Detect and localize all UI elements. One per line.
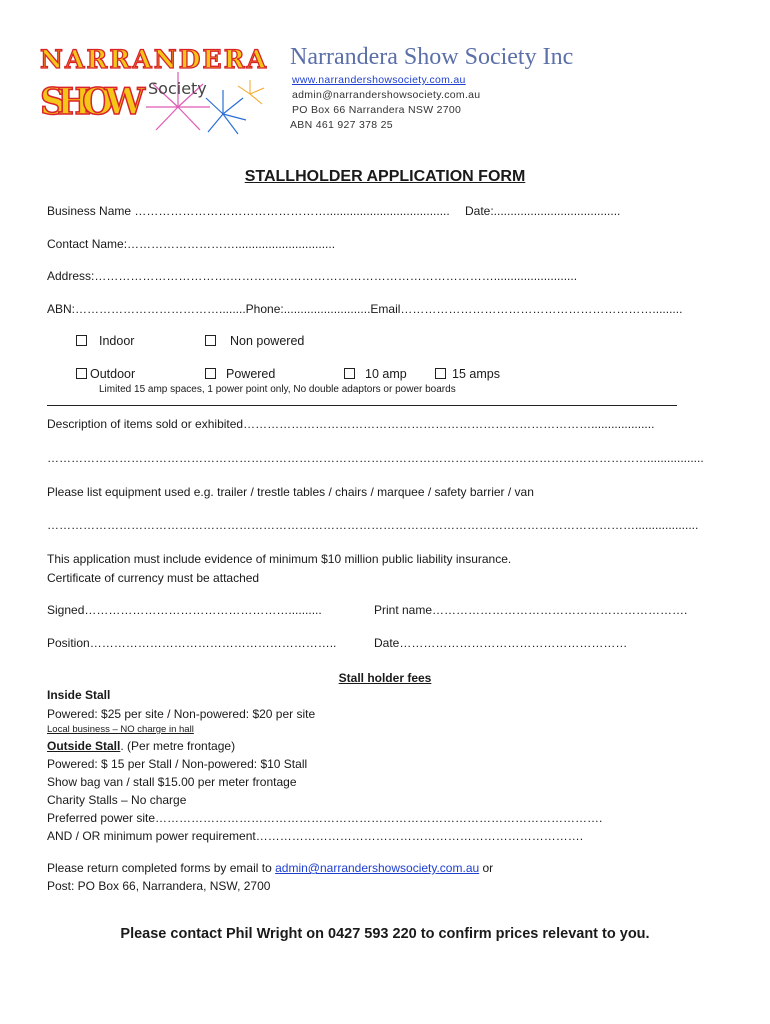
insurance-note-2: Certificate of currency must be attached <box>47 571 260 585</box>
preferred-power-field[interactable]: Preferred power site…………………………………………………………………………………………………. <box>47 811 603 825</box>
outside-stall-title: Outside Stall <box>47 739 121 753</box>
abn-phone-email-field[interactable]: ABN:………………………………........Phone:..........................Email………………………………………………………......... <box>47 302 683 316</box>
inside-stall-prices: Powered: $25 per site / Non-powered: $20 per site <box>47 707 316 721</box>
equipment-prompt: Please list equipment used e.g. trailer / trestle tables / chairs / marquee / safety barrier / van <box>47 485 534 499</box>
contact-note: Please contact Phil Wright on 0427 593 220 to confirm prices relevant to you. <box>120 926 650 942</box>
amp15-option[interactable] <box>435 367 500 381</box>
header-email: admin@narrandershowsociety.com.au <box>292 89 481 101</box>
signed-field[interactable]: Signed…………………………………………….......... <box>47 603 322 617</box>
min-power-field[interactable]: AND / OR minimum power requirement………………………………………………………………………. <box>47 829 584 843</box>
date-sign-field[interactable]: Date………………………………………………… <box>374 636 628 650</box>
outside-stall-prices: Powered: $ 15 per Stall / Non-powered: $10 Stall <box>47 757 308 771</box>
powered-label: Powered <box>226 367 276 381</box>
indoor-label: Indoor <box>99 334 135 348</box>
website-link[interactable]: www.narrandershowsociety.com.au <box>292 74 466 86</box>
amp10-option[interactable] <box>344 367 407 381</box>
return-email-line <box>47 861 493 875</box>
amp15-checkbox[interactable] <box>435 368 446 379</box>
header-abn: ABN 461 927 378 25 <box>290 119 393 131</box>
description-field[interactable]: Description of items sold or exhibited……………………………………………………………………………................... <box>47 417 655 431</box>
equipment-field[interactable]: …………………………………………………………………………………………………………………………………................... <box>47 518 699 532</box>
charity-note: Charity Stalls – No charge <box>47 793 187 807</box>
amp10-label: 10 amp <box>365 367 407 381</box>
powered-option[interactable] <box>205 367 275 381</box>
header-po-box: PO Box 66 Narrandera NSW 2700 <box>292 104 462 116</box>
return-email-link[interactable]: admin@narrandershowsociety.com.au <box>275 861 480 875</box>
society-logo <box>38 42 270 140</box>
insurance-note-1: This application must include evidence of minimum $10 million public liability insurance. <box>47 552 512 566</box>
return-post-line: Post: PO Box 66, Narrandera, NSW, 2700 <box>47 879 271 893</box>
logo-text-show: SHOW <box>40 81 145 123</box>
date-field[interactable]: Date:...................................... <box>465 204 621 218</box>
org-name: Narrandera Show Society Inc <box>290 44 574 70</box>
form-title: STALLHOLDER APPLICATION FORM <box>244 168 526 185</box>
outdoor-label: Outdoor <box>90 367 136 381</box>
return-suffix: or <box>479 861 494 875</box>
indoor-option[interactable] <box>76 334 134 348</box>
outside-stall-note: . (Per metre frontage) <box>120 739 236 753</box>
business-name-field[interactable]: Business Name …………………………………………..................................... <box>47 204 450 218</box>
amp15-label: 15 amps <box>452 367 500 381</box>
non-powered-checkbox[interactable] <box>205 335 216 346</box>
powered-checkbox[interactable] <box>205 368 216 379</box>
amp-note: Limited 15 amp spaces, 1 power point only, No double adaptors or power boards <box>99 384 456 395</box>
contact-name-field[interactable]: Contact Name:……………………….............................. <box>47 237 336 251</box>
logo-text-narrandera: NARRANDERA <box>40 45 266 74</box>
section-divider <box>47 405 677 406</box>
outdoor-option[interactable] <box>76 367 135 381</box>
amp10-checkbox[interactable] <box>344 368 355 379</box>
outside-stall-line <box>47 739 235 753</box>
position-field[interactable]: Position…………………………………………………….. <box>47 636 337 650</box>
fees-heading: Stall holder fees <box>338 671 432 685</box>
local-business-note: Local business – NO charge in hall <box>47 724 194 735</box>
indoor-checkbox[interactable] <box>76 335 87 346</box>
logo-text-society: Society <box>148 79 207 98</box>
print-name-field[interactable]: Print name………………………………………………………. <box>374 603 688 617</box>
description-continuation[interactable]: ……………………………………………………………………………………………………………………………………................. <box>47 451 704 465</box>
non-powered-option[interactable] <box>205 334 304 348</box>
non-powered-label: Non powered <box>230 334 305 348</box>
outdoor-checkbox[interactable] <box>76 368 87 379</box>
show-bag-price: Show bag van / stall $15.00 per meter frontage <box>47 775 297 789</box>
return-prefix: Please return completed forms by email to <box>47 861 276 875</box>
inside-stall-title: Inside Stall <box>47 688 111 702</box>
address-field[interactable]: Address:…………………………….…………………………………………………………......................... <box>47 269 578 283</box>
